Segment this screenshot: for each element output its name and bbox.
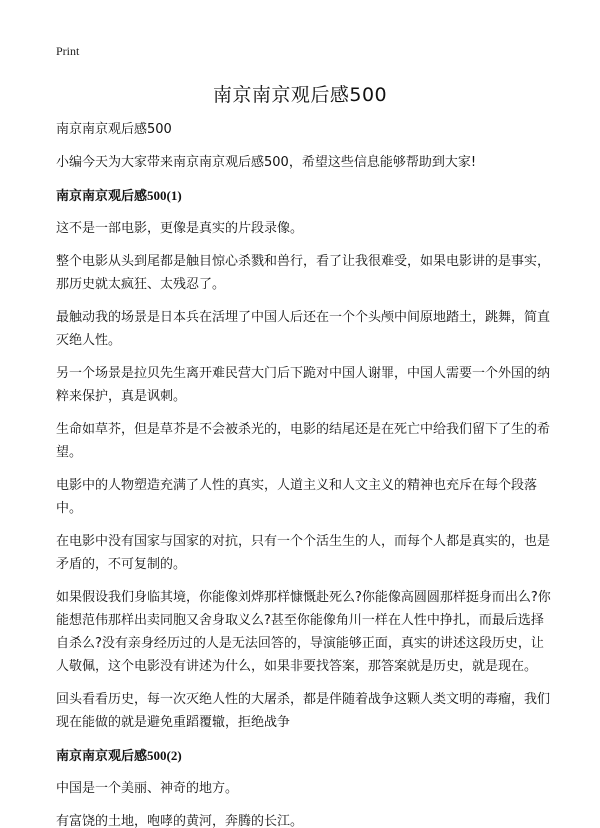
- paragraph: 整个电影从头到尾都是触目惊心杀戮和兽行，看了让我很难受，如果电影讲的是事实，那历史就太疯狂、太残忍了。: [56, 254, 551, 292]
- print-link[interactable]: Print: [56, 44, 80, 58]
- paragraph: 生命如草芥，但是草芥是不会被杀光的，电影的结尾还是在死亡中给我们留下了生的希望。: [56, 422, 551, 460]
- paragraph: 另一个场景是拉贝先生离开难民营大门后下跪对中国人谢罪，中国人需要一个外国的纳粹来保护，真是讽刺。: [56, 366, 551, 404]
- paragraph: 这不是一部电影，更像是真实的片段录像。: [56, 221, 304, 236]
- section-heading-1: 南京南京观后感500(1): [56, 188, 182, 203]
- article-intro: 小编今天为大家带来南京南京观后感500，希望这些信息能够帮助到大家!: [56, 155, 477, 170]
- paragraph: 中国是一个美丽、神奇的地方。: [56, 781, 239, 796]
- page-title: 南京南京观后感500: [212, 84, 388, 106]
- paragraph: 在电影中没有国家与国家的对抗，只有一个个活生生的人，而每个人都是真实的，也是矛盾的，不可复制的。: [56, 534, 551, 572]
- article-subtitle: 南京南京观后感500: [56, 122, 172, 137]
- paragraph: 回头看看历史，每一次灭绝人性的大屠杀，都是伴随着战争这颗人类文明的毒瘤，我们现在能做的就是避免重蹈覆辙，拒绝战争: [56, 692, 551, 730]
- paragraph: 最触动我的场景是日本兵在活埋了中国人后还在一个个头颅中间原地踏土，跳舞，简直灭绝人性。: [56, 310, 551, 348]
- paragraph: 有富饶的土地，咆哮的黄河，奔腾的长江。: [56, 814, 304, 828]
- article-body: [56, 118, 556, 828]
- paragraph: 如果假设我们身临其境，你能像刘烨那样慷慨赴死么?你能像高圆圆那样挺身而出么?你能想范伟那样出卖同胞又舍身取义么?甚至你能像角川一样在人性中挣扎，而最后选择自杀么?没有亲身经历过的人是无法回答的，导演能够正面，真实的讲述这段历史，让人敬佩，这个电影没有讲述为什么，如果非要找答案，那答案就是历史，就是现在。: [56, 590, 551, 674]
- paragraph: 电影中的人物塑造充满了人性的真实，人道主义和人文主义的精神也充斥在每个段落中。: [56, 478, 538, 516]
- section-heading-2: 南京南京观后感500(2): [56, 748, 182, 763]
